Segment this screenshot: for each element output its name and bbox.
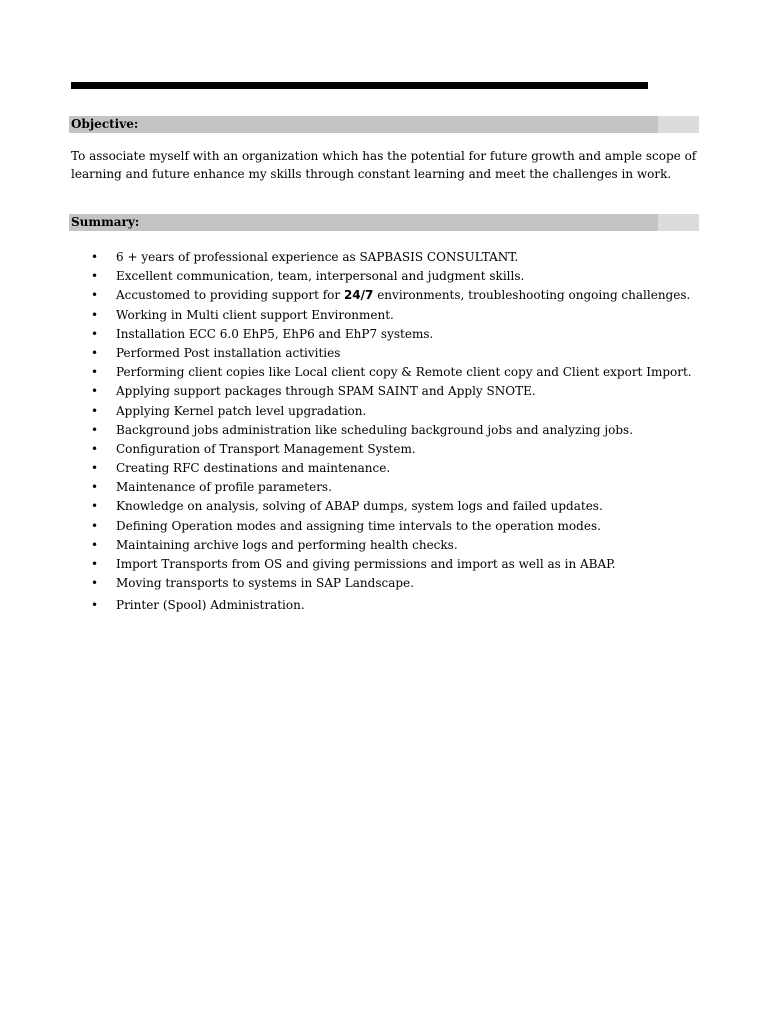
objective-text: To associate myself with an organization which has the potential for future growth and ample scope of learning and future enhance my skills through constant learning and meet the challenges in work. bbox=[71, 149, 697, 181]
bullet-icon: • bbox=[91, 326, 99, 341]
summary-section-bar bbox=[69, 214, 699, 231]
bullet-icon: • bbox=[91, 403, 99, 418]
summary-list-item bbox=[71, 440, 711, 459]
summary-item-text: Applying Kernel patch level upgradation. bbox=[116, 403, 367, 418]
summary-item-text: Moving transports to systems in SAP Landscape. bbox=[116, 576, 414, 591]
summary-item-text: Accustomed to providing support for bbox=[116, 288, 344, 303]
summary-item-text: Installation ECC 6.0 EhP5, EhP6 and EhP7 systems. bbox=[116, 326, 434, 341]
summary-item-text: Applying support packages through SPAM SAINT and Apply SNOTE. bbox=[116, 384, 536, 399]
bullet-icon: • bbox=[91, 461, 99, 476]
summary-item-text: Configuration of Transport Management System. bbox=[116, 441, 416, 456]
summary-list-item bbox=[71, 517, 711, 536]
summary-list-item bbox=[71, 248, 711, 267]
summary-item-text: environments, troubleshooting ongoing challenges. bbox=[373, 288, 691, 303]
summary-item-text: Maintaining archive logs and performing health checks. bbox=[116, 537, 458, 552]
bullet-icon: • bbox=[91, 345, 99, 360]
summary-list-item bbox=[71, 363, 711, 382]
bullet-icon: • bbox=[91, 598, 99, 613]
summary-list bbox=[71, 248, 711, 616]
summary-list-item bbox=[71, 402, 711, 421]
summary-item-text: Excellent communication, team, interpersonal and judgment skills. bbox=[116, 269, 525, 284]
summary-item-text: Performed Post installation activities bbox=[116, 345, 341, 360]
summary-heading: Summary: bbox=[71, 215, 140, 229]
header-rule bbox=[71, 82, 648, 89]
bullet-icon: • bbox=[91, 499, 99, 514]
summary-list-item bbox=[71, 478, 711, 497]
summary-list-item bbox=[71, 459, 711, 478]
objective-heading: Objective: bbox=[71, 117, 139, 131]
summary-item-text: Printer (Spool) Administration. bbox=[116, 598, 305, 613]
bullet-icon: • bbox=[91, 576, 99, 591]
summary-item-text: Defining Operation modes and assigning time intervals to the operation modes. bbox=[116, 518, 601, 533]
bullet-icon: • bbox=[91, 557, 99, 571]
summary-list-item bbox=[71, 382, 711, 401]
summary-item-text: Working in Multi client support Environment. bbox=[116, 307, 394, 322]
bullet-icon: • bbox=[91, 518, 99, 533]
bullet-icon: • bbox=[91, 269, 99, 284]
bullet-icon: • bbox=[91, 384, 99, 399]
summary-item-text: Maintenance of profile parameters. bbox=[116, 480, 332, 495]
summary-item-text: Background jobs administration like scheduling background jobs and analyzing jobs. bbox=[116, 422, 634, 437]
bullet-icon: • bbox=[91, 250, 99, 264]
summary-list-item bbox=[71, 344, 711, 363]
summary-list-item bbox=[71, 325, 711, 344]
summary-list-item bbox=[71, 555, 711, 574]
summary-item-text: Performing client copies like Local client copy & Remote client copy and Client export Import. bbox=[116, 365, 692, 380]
bullet-icon: • bbox=[91, 288, 99, 303]
summary-list-item bbox=[71, 267, 711, 286]
summary-list-item bbox=[71, 421, 711, 440]
summary-list-item bbox=[71, 536, 711, 555]
summary-list-item bbox=[71, 497, 711, 516]
summary-list-item bbox=[71, 574, 711, 593]
summary-list-item bbox=[71, 306, 711, 325]
summary-list-item bbox=[71, 286, 711, 305]
bullet-icon: • bbox=[91, 441, 99, 456]
summary-item-text: 6 + years of professional experience as SAPBASIS CONSULTANT. bbox=[116, 250, 519, 264]
bullet-icon: • bbox=[91, 307, 99, 322]
bullet-icon: • bbox=[91, 422, 99, 437]
summary-item-emphasis: 24/7 bbox=[343, 288, 374, 303]
bullet-icon: • bbox=[91, 365, 99, 380]
summary-list-item bbox=[71, 596, 711, 615]
summary-item-text: Knowledge on analysis, solving of ABAP dumps, system logs and failed updates. bbox=[116, 499, 603, 514]
objective-section-bar bbox=[69, 116, 699, 133]
bullet-icon: • bbox=[91, 537, 99, 552]
bullet-icon: • bbox=[91, 480, 99, 495]
summary-item-text: Import Transports from OS and giving permissions and import as well as in ABAP. bbox=[116, 557, 616, 571]
summary-item-text: Creating RFC destinations and maintenance. bbox=[116, 461, 391, 476]
